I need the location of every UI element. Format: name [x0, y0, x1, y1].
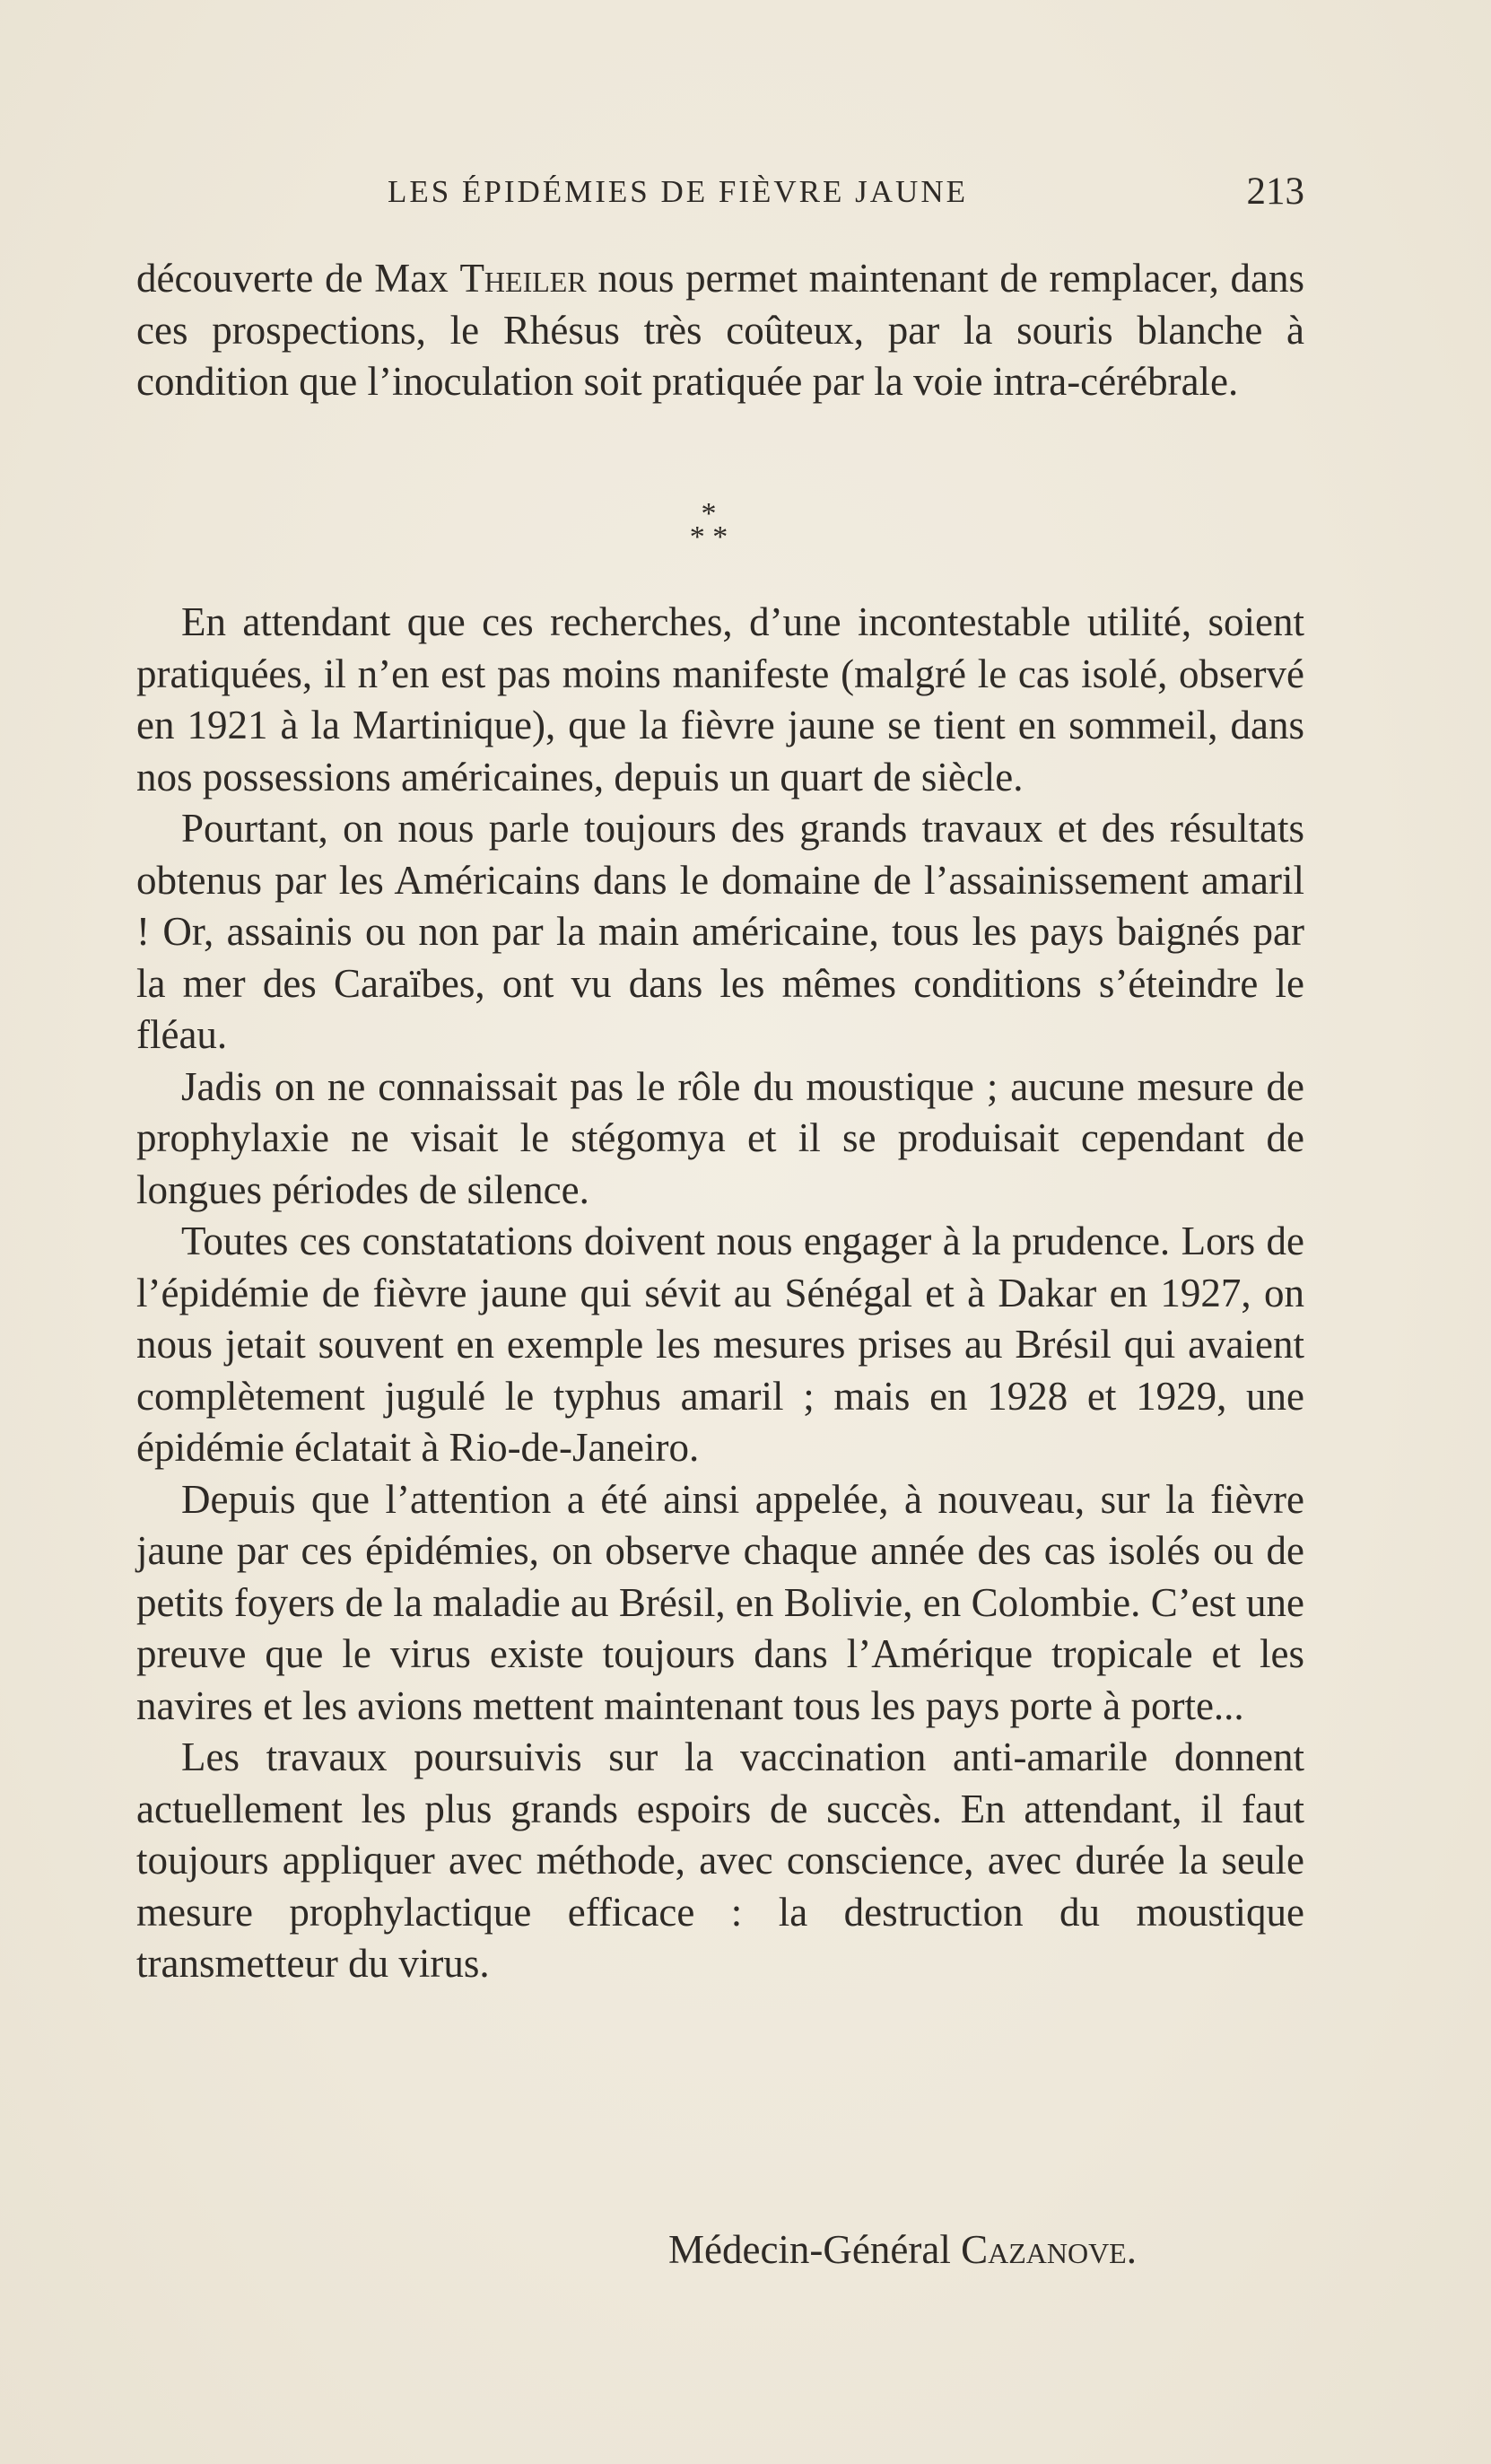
running-title: LES ÉPIDÉMIES DE FIÈVRE JAUNE — [388, 174, 968, 209]
author-name-theiler: Theiler — [459, 256, 587, 301]
signature-title: Médecin-Général — [668, 2227, 962, 2272]
text-block-main — [136, 597, 1304, 1990]
page-number: 213 — [1246, 170, 1304, 213]
signature-name: Cazanove. — [961, 2227, 1137, 2272]
asterism-top: * — [701, 497, 717, 530]
asterism-divider — [673, 497, 745, 556]
paragraph-4: Jadis on ne connaissait pas le rôle du moustique ; aucune mesure de prophylaxie ne visait le stégomya et il se produisait cependant de longues périodes de silence. — [136, 1063, 1304, 1212]
asterism-bottom: * * — [689, 520, 728, 554]
signature — [668, 2223, 1137, 2276]
paragraph-text: découverte de Max — [136, 256, 460, 301]
running-head — [136, 165, 1304, 219]
paragraph-5: Toutes ces constatations doivent nous engager à la prudence. Lors de l’épidémie de fièvre jaune qui sévit au Sénégal et à Dakar en 1927, on nous jetait souvent en exemple les mesures prises au Brésil qui avaient complètement jugulé le typhus amaril ; mais en 1928 et 1929, une épidémie éclatait à Rio-de-Janeiro. — [136, 1219, 1304, 1470]
paragraph-6: Depuis que l’attention a été ainsi appelée, à nouveau, sur la fièvre jaune par ces épidémies, on observe chaque année des cas isolés ou de petits foyers de la maladie au Brésil, en Bolivie, en Colombie. C’est une preuve que le virus existe toujours dans l’Amérique tropicale et les navires et les avions mettent maintenant tous les pays porte à porte... — [136, 1476, 1304, 1728]
paragraph-text: nous permet maintenant de remplacer, dans ces prospections, le Rhésus très coûteux, par la souris blanche à condition que l’inoculation soit pratiquée par la voie intra-cérébrale. — [136, 256, 1305, 404]
paragraph-2: En attendant que ces recherches, d’une incontestable utilité, soient pratiquées, il n’en est pas moins manifeste (malgré le cas isolé, observé en 1921 à la Martinique), que la fièvre jaune se tient en sommeil, dans nos possessions américaines, depuis un quart de siècle. — [136, 599, 1304, 799]
text-block-top — [136, 253, 1304, 408]
paragraph-3: Pourtant, on nous parle toujours des grands travaux et des résultats obtenus par les Américains dans le domaine de l’assainissement amaril ! Or, assainis ou non par la main américaine, tous les pays baignés par la mer des Caraïbes, ont vu dans les mêmes conditions s’éteindre le fléau. — [136, 806, 1304, 1057]
paragraph-continuation — [136, 253, 1304, 408]
paragraph-7: Les travaux poursuivis sur la vaccination anti-amarile donnent actuellement les plus grands espoirs de succès. En attendant, il faut toujours appliquer avec méthode, avec conscience, avec durée la seule mesure prophylactique efficace : la destruction du moustique transmetteur du virus. — [136, 1734, 1304, 1986]
